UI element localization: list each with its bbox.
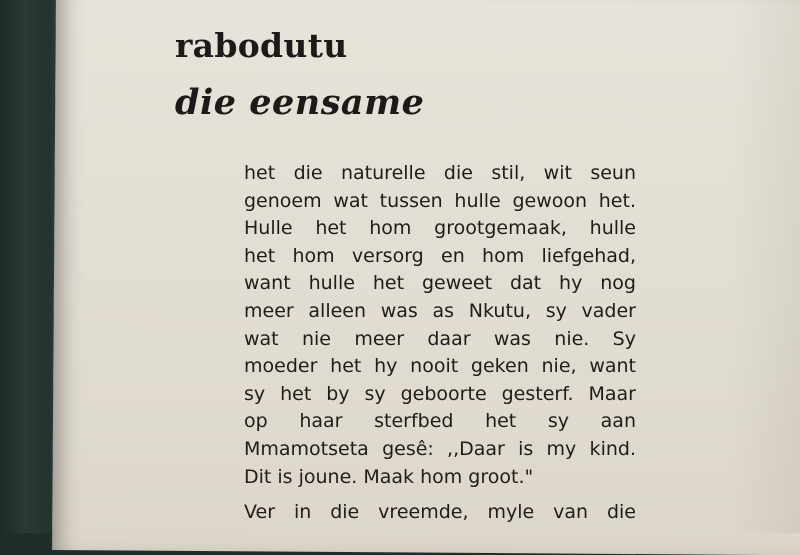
text-line: moeder het hy nooit geken nie, want (244, 355, 636, 378)
paragraph-gap (244, 491, 636, 499)
text-line: het hom versorg en hom liefgehad, (244, 244, 636, 267)
text-line: sy het by sy geboorte gesterf. Maar (244, 382, 636, 405)
text-line: Mmamotseta gesê: ,,Daar is my kind. (244, 437, 636, 460)
text-line: Dit is joune. Maak hom groot." (244, 465, 534, 488)
page-shadow (730, 0, 800, 533)
chapter-title: rabodutu (175, 26, 348, 65)
text-line: op haar sterfbed het sy aan (244, 410, 636, 433)
text-line: het die naturelle die stil, wit seun (244, 162, 636, 184)
text-line: Ver in die vreemde, myle van die (244, 501, 636, 524)
text-line: want hulle het geweet dat hy nog (244, 272, 636, 295)
text-line: meer alleen was as Nkutu, sy vader (244, 299, 636, 322)
body-text (244, 160, 636, 527)
text-line: Hulle het hom grootgemaak, hulle (244, 217, 636, 240)
text-line: wat nie meer daar was nie. Sy (244, 327, 636, 350)
chapter-subtitle: die eensame (175, 82, 425, 123)
text-line: genoem wat tussen hulle gewoon het. (244, 189, 636, 212)
